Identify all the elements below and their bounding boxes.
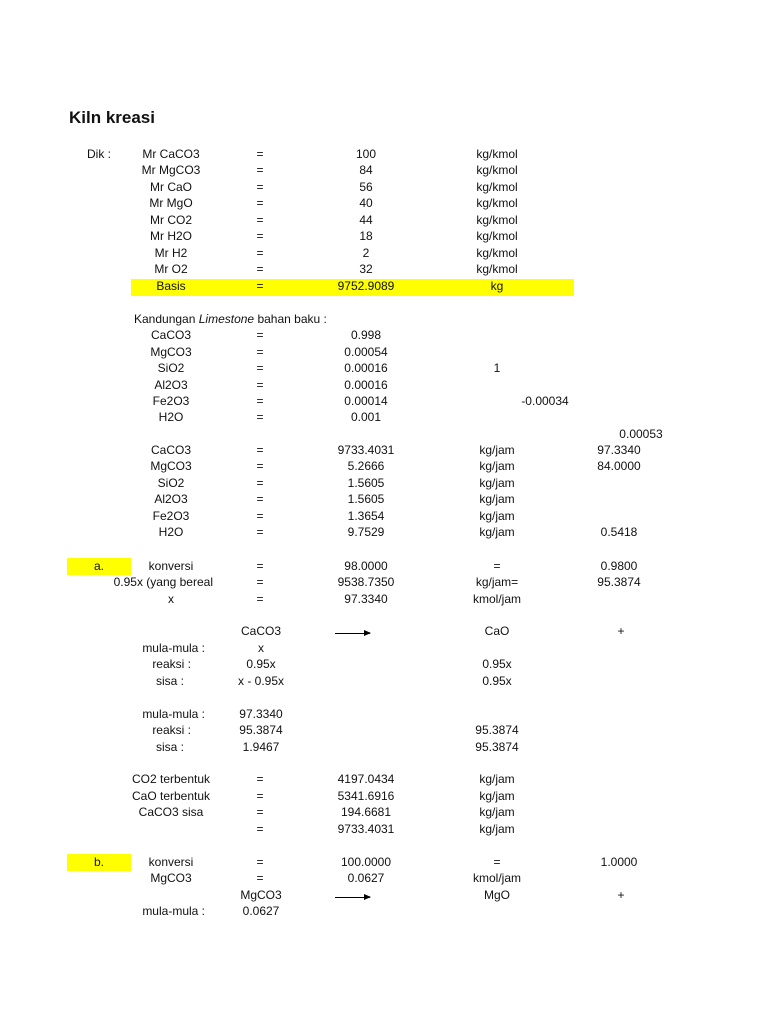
mass-extra: 84.0000	[597, 459, 641, 473]
equals-sign: =	[256, 328, 264, 342]
stoich-label: sisa :	[155, 740, 184, 754]
konversi-result: 1.0000	[600, 855, 638, 869]
reactant-caco3: CaCO3	[240, 624, 282, 638]
fraction-value: 0.00016	[344, 378, 388, 392]
mr-unit: kg/kmol	[476, 196, 518, 210]
mr-value: 40	[359, 196, 373, 210]
mass-unit: kg/jam	[479, 525, 515, 539]
stoich-label: reaksi :	[152, 723, 191, 737]
component-name: MgCO3	[150, 345, 192, 359]
equals-sign: =	[256, 229, 264, 243]
dik-label: Dik :	[87, 147, 111, 161]
stoich-label: mula-mula :	[142, 904, 205, 918]
equals-sign: =	[256, 559, 264, 573]
equals-sign: =	[256, 459, 264, 473]
equals-sign: =	[256, 180, 264, 194]
result-name: CO2 terbentuk	[131, 772, 211, 786]
stoich-reactant: 1.9467	[242, 740, 280, 754]
equals-sign: =	[256, 855, 264, 869]
mr-value: 84	[359, 163, 373, 177]
mass-value: 1.5605	[347, 476, 385, 490]
result-value: 5341.6916	[337, 789, 395, 803]
mgco3-label: MgCO3	[150, 871, 192, 885]
stoich-product: 95.3874	[475, 723, 519, 737]
mr-value: 2	[362, 246, 370, 260]
mr-value: 56	[359, 180, 373, 194]
stoich-product: 0.95x	[482, 674, 512, 688]
mr-name: Mr CaCO3	[142, 147, 200, 161]
equals-sign: =	[256, 772, 264, 786]
mr-name: Mr O2	[154, 262, 188, 276]
fraction-value: 0.998	[350, 328, 382, 342]
fraction-value: 0.00016	[344, 361, 388, 375]
stoich-label: mula-mula :	[142, 707, 205, 721]
result-unit: kg/jam	[479, 805, 515, 819]
bereal-label: 0.95x (yang bereal	[113, 575, 213, 589]
reaction-arrow-icon	[335, 897, 370, 898]
mass-unit: kg/jam	[479, 476, 515, 490]
stoich-reactant: x	[258, 641, 264, 655]
konversi-label: konversi	[148, 855, 194, 869]
equals-sign: =	[256, 509, 264, 523]
stoich-label: mula-mula :	[142, 641, 205, 655]
product-mgo: MgO	[483, 888, 511, 902]
mr-name: Mr H2O	[150, 229, 192, 243]
equals-sign: =	[256, 345, 264, 359]
mass-value: 9.7529	[347, 525, 385, 539]
plus-sign: +	[617, 624, 625, 638]
part-a-label: a.	[93, 559, 105, 573]
fraction-value: 0.00054	[344, 345, 388, 359]
equals-sign: =	[256, 592, 264, 606]
equals-sign: =	[256, 525, 264, 539]
mass-value: 5.2666	[347, 459, 385, 473]
x-value: 97.3340	[344, 592, 388, 606]
equals-sign: =	[256, 262, 264, 276]
side-value: -0.00034	[521, 394, 569, 408]
stoich-reactant: 95.3874	[239, 723, 283, 737]
mass-value: 9733.4031	[337, 443, 395, 457]
equals-sign: =	[256, 805, 264, 819]
component-name: CaCO3	[150, 328, 192, 342]
fraction-value: 0.001	[350, 410, 382, 424]
basis-unit: kg	[490, 279, 504, 293]
equals-sign: =	[256, 163, 264, 177]
konversi-value: 100.0000	[340, 855, 392, 869]
equals-sign: =	[256, 476, 264, 490]
component-name: H2O	[158, 410, 184, 424]
x-unit: kmol/jam	[472, 592, 522, 606]
reaction-arrow-icon	[335, 633, 370, 634]
result-unit: kg/jam	[479, 789, 515, 803]
basis-name: Basis	[156, 279, 186, 293]
stoich-label: sisa :	[155, 674, 184, 688]
stoich-reactant: x - 0.95x	[237, 674, 285, 688]
kandungan-heading: Kandungan Limestone bahan baku :	[134, 312, 327, 326]
component-name: SiO2	[157, 476, 185, 490]
mgco3-unit: kmol/jam	[472, 871, 522, 885]
equals-sign: =	[256, 394, 264, 408]
stoich-product: 95.3874	[475, 740, 519, 754]
mr-name: Mr CaO	[150, 180, 192, 194]
result-name: CaCO3 sisa	[138, 805, 204, 819]
mgco3-value: 0.0627	[347, 871, 385, 885]
stoich-product: 0.95x	[482, 657, 512, 671]
component-name: MgCO3	[150, 459, 192, 473]
mass-extra: 0.5418	[600, 525, 638, 539]
equals-sign: =	[493, 855, 501, 869]
mr-unit: kg/kmol	[476, 147, 518, 161]
mr-unit: kg/kmol	[476, 163, 518, 177]
equals-sign: =	[256, 378, 264, 392]
equals-sign: =	[256, 492, 264, 506]
fraction-value: 0.00014	[344, 394, 388, 408]
equals-sign: =	[256, 279, 264, 293]
mr-unit: kg/kmol	[476, 213, 518, 227]
mass-unit: kg/jam	[479, 459, 515, 473]
side-value: 0.00053	[619, 427, 663, 441]
equals-sign: =	[256, 213, 264, 227]
stoich-label: reaksi :	[152, 657, 191, 671]
page-title: Kiln kreasi	[69, 108, 155, 127]
equals-sign: =	[256, 575, 264, 589]
stoich-reactant: 97.3340	[239, 707, 283, 721]
mr-name: Mr MgCO3	[141, 163, 201, 177]
x-label: x	[168, 592, 174, 606]
mass-value: 1.5605	[347, 492, 385, 506]
result-value: 194.6681	[340, 805, 392, 819]
equals-sign: =	[256, 871, 264, 885]
part-b-label: b.	[93, 855, 105, 869]
equals-sign: =	[256, 789, 264, 803]
result-value: 9733.4031	[337, 822, 395, 836]
component-name: SiO2	[157, 361, 185, 375]
reactant-mgco3: MgCO3	[240, 888, 282, 902]
equals-sign: =	[256, 147, 264, 161]
product-cao: CaO	[484, 624, 510, 638]
bereal-value: 9538.7350	[337, 575, 395, 589]
component-name: H2O	[158, 525, 184, 539]
mass-value: 1.3654	[347, 509, 385, 523]
mr-unit: kg/kmol	[476, 246, 518, 260]
component-name: Al2O3	[154, 492, 188, 506]
stoich-reactant: 0.95x	[246, 657, 276, 671]
equals-sign: =	[256, 246, 264, 260]
equals-sign: =	[256, 822, 264, 836]
bereal-result: 95.3874	[597, 575, 641, 589]
equals-sign: =	[256, 361, 264, 375]
equals-sign: =	[256, 443, 264, 457]
mass-unit: kg/jam	[479, 492, 515, 506]
mr-value: 100	[355, 147, 377, 161]
mr-value: 18	[359, 229, 373, 243]
bereal-unit: kg/jam=	[475, 575, 519, 589]
konversi-result: 0.9800	[600, 559, 638, 573]
konversi-label: konversi	[148, 559, 194, 573]
mr-name: Mr MgO	[149, 196, 193, 210]
mr-name: Mr H2	[154, 246, 188, 260]
equals-sign: =	[256, 196, 264, 210]
mass-unit: kg/jam	[479, 443, 515, 457]
component-name: Al2O3	[154, 378, 188, 392]
mr-unit: kg/kmol	[476, 262, 518, 276]
component-name: CaCO3	[150, 443, 192, 457]
mass-extra: 97.3340	[597, 443, 641, 457]
konversi-value: 98.0000	[344, 559, 388, 573]
stoich-reactant: 0.0627	[242, 904, 280, 918]
result-value: 4197.0434	[337, 772, 395, 786]
component-name: Fe2O3	[152, 509, 190, 523]
equals-sign: =	[493, 559, 501, 573]
mr-unit: kg/kmol	[476, 229, 518, 243]
component-name: Fe2O3	[152, 394, 190, 408]
basis-value: 9752.9089	[337, 279, 395, 293]
result-unit: kg/jam	[479, 822, 515, 836]
result-name: CaO terbentuk	[131, 789, 211, 803]
mr-value: 44	[359, 213, 373, 227]
mr-value: 32	[359, 262, 373, 276]
plus-sign: +	[617, 888, 625, 902]
mass-unit: kg/jam	[479, 509, 515, 523]
result-unit: kg/jam	[479, 772, 515, 786]
mr-unit: kg/kmol	[476, 180, 518, 194]
mr-name: Mr CO2	[150, 213, 192, 227]
side-value: 1	[493, 361, 501, 375]
equals-sign: =	[256, 410, 264, 424]
